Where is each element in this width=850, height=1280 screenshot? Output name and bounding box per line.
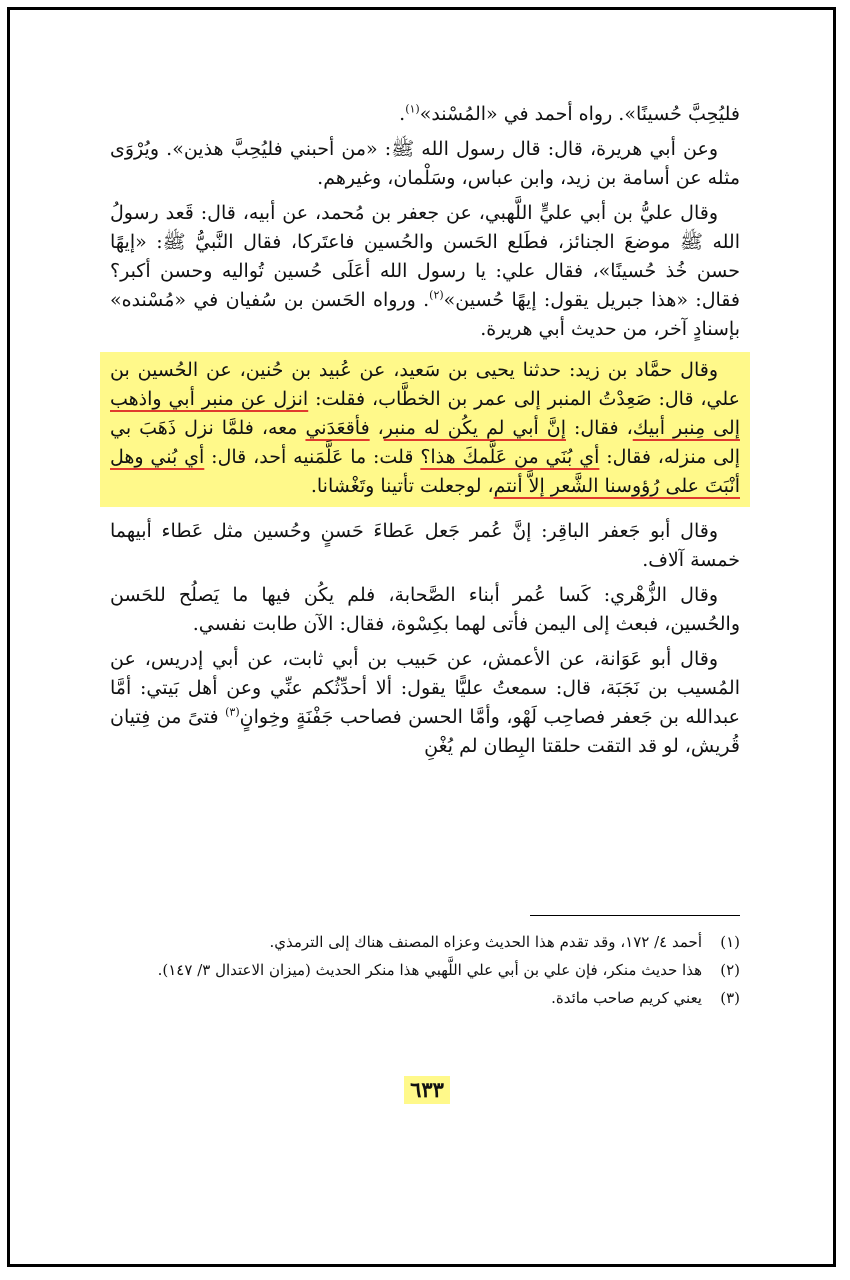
footnote-ref-2[interactable]: (٢) xyxy=(429,288,444,302)
paragraph-6: وقال الزُّهْري: كَسا عُمر أبناء الصَّحابة، فلم يكُن فيها ما يَصلُح للحَسن والحُسين، فبعث إلى اليمن فأتى لهما بكِسْوة، فقال: الآن طابت نفسي. xyxy=(110,584,740,635)
footnote-2: (٢) هذا حديث منكر، فإن علي بن أبي علي اللَّهبي هذا منكر الحديث (ميزان الاعتدال ٣/ ١٤٧). xyxy=(157,961,740,979)
underlined-phrase-3: فأقعَدَني xyxy=(305,417,370,439)
underlined-phrase-2: إنَّ أبي لم يكُن له منبر xyxy=(383,417,566,439)
underlined-phrase-1: انزل عن منبر أبي واذهب إلى مِنبر أبيك xyxy=(110,388,740,439)
paragraph-5: وقال أبو جَعفر الباقِر: إنَّ عُمر جَعل عَطاءَ حَسنٍ وحُسين مثل عَطاء أبيهما خمسة آلاف. xyxy=(110,520,740,571)
footnote-ref-3[interactable]: (٣) xyxy=(225,705,240,719)
paragraph-4: وقال حمَّاد بن زيد: حدثنا يحيى بن سَعيد، عن عُبيد بن حُنين، عن الحُسين بن علي، قال: صَعِدْتُ المنبر إلى عمر بن الخطَّاب، فقلت: انزل عن منبر أبي واذهب إلى مِنبر أبيك، فقال: إنَّ أبي لم يكُن له منبر، فأقعَدَني معه، فلمَّا نزل ذَهَبَ بي إلى منزله، فقال: أي بُنَي من عَلَّمكَ هذا؟ قلت: ما عَلَّمَنيه أحد، قال: أي بُني وهل أنْبَتَ على رُؤوسنا الشَّعر إلاَّ أنتم، لوجعلت تأتينا وتَغْشانا. xyxy=(110,359,741,497)
footnote-3: (٣) يعني كريم صاحب مائدة. xyxy=(551,989,740,1007)
paragraph-1: فليُحِبَّ حُسينًا». رواه أحمد في «المُسْند»$^{(١)}$. xyxy=(399,102,740,125)
page-body xyxy=(110,100,740,767)
footnotes xyxy=(110,930,740,1014)
paragraph-3: وقال عليُّ بن أبي عليٍّ اللَّهبي، عن جعفر بن مُحمد، عن أبيه، قال: قَعد رسولُ الله ﷺ موضعَ الجنائز، فطَلع الحَسن والحُسين فاعتَركا، فقال النَّبيُّ ﷺ: «إيهًا حسن خُذ حُسينًا»، فقال علي: يا رسول الله أعَلَى حُسين تُواليه وحسن أكبر؟ فقال: «هذا جبريل يقول: إيهًا حُسين»$^{(٢)}$. ورواه الحَسن بن سُفيان في «مُسْنده» بإسنادٍ آخر، من حديث أبي هريرة. xyxy=(110,202,740,340)
paragraph-7: وقال أبو عَوَانة، عن الأعمش، عن حَبيب بن أبي ثابت، عن أبي إدريس، عن المُسيب بن نَجَبَة، قال: سمعتُ عليًّا يقول: ألا أحدِّثُكم عنِّي وعن أهل بَيتي: أمَّا عبدالله بن جَعفر فصاحِب لَهْو، وأمَّا الحسن فصاحب جَفْنَةٍ وخِوانٍ$^{(٣)}$ فتىً من فِتيان قُريش، لو قد التقت حلقتا البِطان لم يُغْنِ xyxy=(110,648,741,757)
footnote-ref-1[interactable]: (١) xyxy=(405,102,420,116)
underlined-phrase-4: أي بُنَي من عَلَّمكَ هذا؟ xyxy=(420,446,600,468)
page-number: ٦٣٣ xyxy=(404,1076,450,1104)
highlighted-passage xyxy=(100,352,750,507)
paragraph-2: وعن أبي هريرة، قال: قال رسول الله ﷺ: «من أحبني فليُحِبَّ هذين». ويُرْوَى مثله عن أسامة بن زيد، وابن عباس، وسَلْمان، وغيرهم. xyxy=(110,138,740,189)
footnote-1: (١) أحمد ٤/ ١٧٢، وقد تقدم هذا الحديث وعزاه المصنف هناك إلى الترمذي. xyxy=(269,933,740,951)
footnote-divider xyxy=(530,915,740,916)
underlined-phrase-5: أي بُني وهل أنْبَتَ على رُؤوسنا الشَّعر إلاَّ أنتم xyxy=(110,446,740,497)
